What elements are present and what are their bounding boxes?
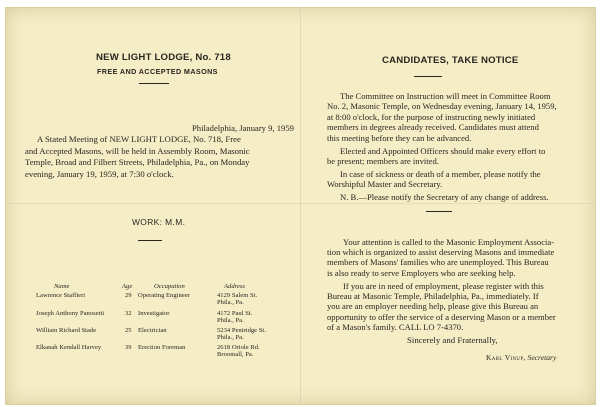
cell-name: Elkanah Kendall Harvey xyxy=(36,344,102,351)
cell-age: 29 xyxy=(125,292,132,299)
address-line: Phila., Pa. xyxy=(217,317,244,325)
committee-line: The Committee on Instruction will meet in Committee Room xyxy=(340,91,551,101)
lodge-subtitle: FREE AND ACCEPTED MASONS xyxy=(97,67,218,76)
address-line: Broomall, Pa. xyxy=(217,351,254,359)
col-header-age: Age xyxy=(122,283,133,290)
cell-age: 25 xyxy=(125,327,132,334)
committee-notice xyxy=(327,91,557,143)
address-line: 4129 Salem St. xyxy=(217,292,258,299)
employment-notice xyxy=(327,237,554,278)
cell-occupation: Electrician xyxy=(138,327,167,334)
address-line: 5234 Pentridge St. xyxy=(217,327,266,334)
nb-notice xyxy=(327,192,549,202)
address-line: 4172 Paul St. xyxy=(217,310,253,317)
address-line: Phila., Pa. xyxy=(217,299,244,307)
signature xyxy=(486,353,556,362)
sickness-notice xyxy=(327,169,541,190)
date-line: Philadelphia, January 9, 1959 xyxy=(192,123,294,133)
lodge-title: NEW LIGHT LODGE, No. 718 xyxy=(96,52,231,63)
work-divider xyxy=(138,240,162,241)
employment-line: members of Masons' families who are unemployed. This Bureau xyxy=(327,257,549,268)
cell-address xyxy=(217,292,257,307)
right-divider xyxy=(414,76,442,77)
cell-name: Lawrence Staffieri xyxy=(36,292,86,299)
table-row xyxy=(36,292,296,308)
officers-notice xyxy=(327,146,545,167)
employment-line: tion which is organized to assist deserving Masons and immediate xyxy=(327,247,555,258)
nb-line: N. B.—Please notify the Secretary of any change of address. xyxy=(340,192,549,202)
left-divider xyxy=(139,83,169,84)
register-line: you are an employer needing help, please give this Bureau an xyxy=(327,301,539,312)
meeting-line: Temple, Broad and Filbert Streets, Philadelphia, Pa., on Monday xyxy=(25,157,250,168)
register-line: If you are in need of employment, please register with this xyxy=(343,281,544,291)
col-header-name: Name xyxy=(54,283,70,290)
work-heading: WORK: M.M. xyxy=(132,217,186,227)
sickness-line: In case of sickness or death of a member, please notify the xyxy=(340,169,541,179)
notice-heading: CANDIDATES, TAKE NOTICE xyxy=(382,55,519,66)
register-line: Bureau at Masonic Temple, Philadelphia, Pa., immediately. If xyxy=(327,291,539,302)
cell-occupation: Erection Foreman xyxy=(138,344,186,351)
table-row xyxy=(36,344,296,360)
table-row xyxy=(36,310,296,326)
committee-line: members in degrees already received. Candidates must attend xyxy=(327,122,539,133)
table-row xyxy=(36,327,296,343)
signature-name: Karl Vinup, xyxy=(486,353,526,362)
meeting-line: A Stated Meeting of NEW LIGHT LODGE, No. 718, Free xyxy=(37,134,241,144)
cell-address xyxy=(217,327,266,342)
officers-line: be present; members are invited. xyxy=(327,156,439,167)
committee-line: this meeting before they can be advanced. xyxy=(327,132,472,143)
address-line: Phila., Pa. xyxy=(217,334,244,342)
register-line: of a Mason's family. CALL LO 7-4370. xyxy=(327,321,464,332)
cell-address xyxy=(217,310,252,325)
sickness-line: Worshipful Master and Secretary. xyxy=(327,179,443,190)
vertical-fold xyxy=(300,7,302,403)
closing-line: Sincerely and Fraternally, xyxy=(407,335,498,345)
committee-line: at 8:00 o'clock, for the purpose of instructing newly initiated xyxy=(327,111,536,122)
signature-title: Secretary xyxy=(527,353,557,362)
cell-age: 39 xyxy=(125,344,132,351)
cell-name: Joseph Anthony Panosetti xyxy=(36,310,105,317)
register-line: opportunity to offer the service of a deserving Mason or a member xyxy=(327,311,556,322)
horizontal-fold xyxy=(5,203,594,205)
employment-line: is also ready to serve Employers who are seeking help. xyxy=(327,267,516,278)
employment-line: Your attention is called to the Masonic Employment Associa- xyxy=(343,237,555,247)
address-line: 2618 Oriole Rd. xyxy=(217,344,260,351)
cell-address xyxy=(217,344,260,359)
meeting-line: evening, January 19, 1959, at 7:30 o'clock. xyxy=(25,168,174,179)
col-header-occupation: Occupation xyxy=(154,283,185,290)
officers-line: Elected and Appointed Officers should make every effort to xyxy=(340,146,546,156)
meeting-line: and Accepted Masons, will be held in Assembly Room, Masonic xyxy=(25,145,250,156)
col-header-address: Address xyxy=(224,283,246,290)
meeting-notice xyxy=(25,134,250,180)
cell-name: William Richard Stade xyxy=(36,327,97,334)
register-notice xyxy=(327,281,556,332)
cell-occupation: Operating Engineer xyxy=(138,292,190,299)
committee-line: No. 2, Masonic Temple, on Wednesday evening, January 14, 1959, xyxy=(327,101,557,112)
cell-age: 32 xyxy=(125,310,132,317)
right-lower-divider xyxy=(426,211,452,212)
cell-occupation: Investigator xyxy=(138,310,170,317)
